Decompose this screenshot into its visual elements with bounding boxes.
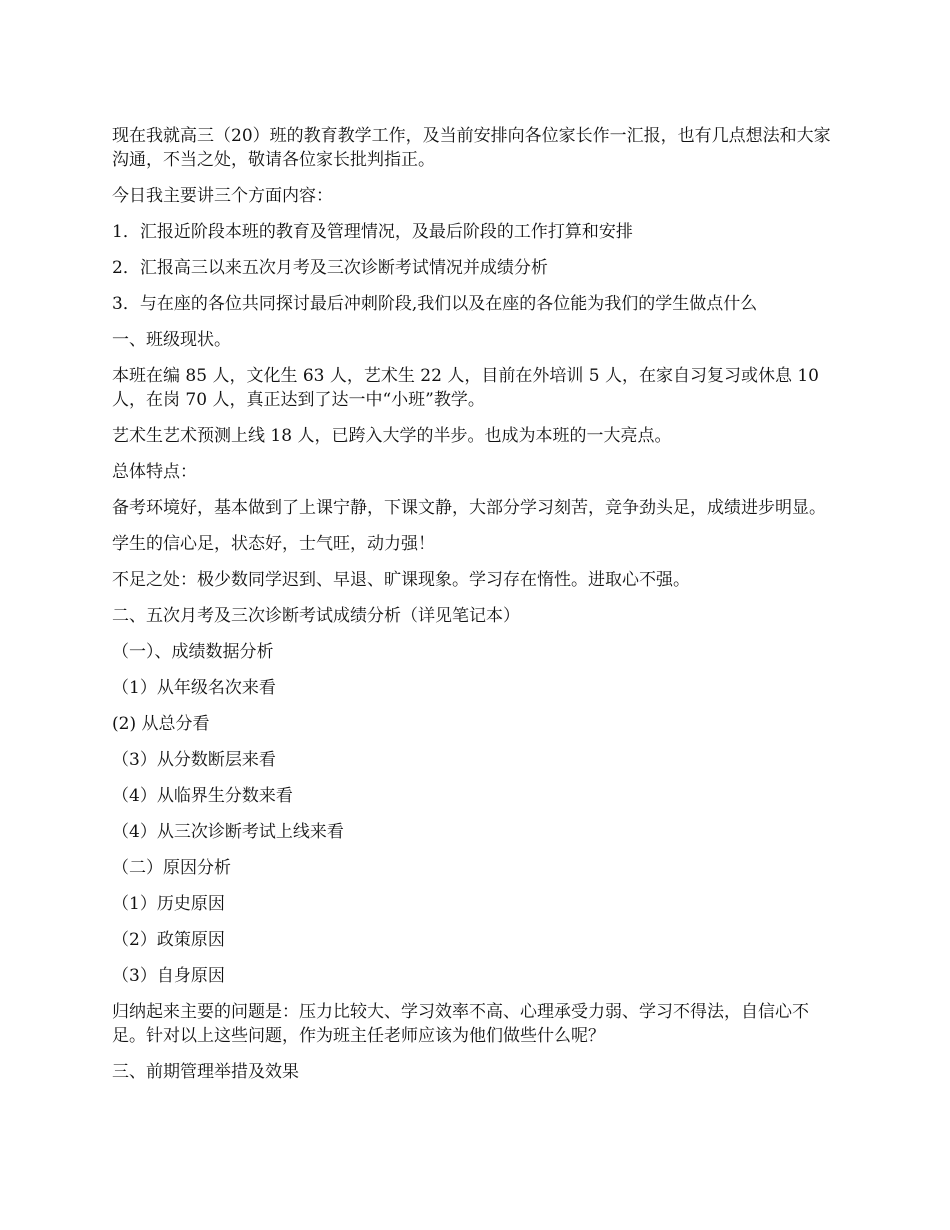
list-item-topic-2: 2．汇报高三以来五次月考及三次诊断考试情况并成绩分析 (112, 258, 548, 278)
paragraph-confidence: 学生的信心足，状态好，士气旺，动力强！ (112, 534, 435, 554)
list-item-diagnostic: （4）从三次诊断考试上线来看 (112, 822, 344, 842)
list-item-score-gap: （3）从分数断层来看 (112, 750, 276, 770)
list-item-historical: （1）历史原因 (112, 894, 225, 914)
section-heading-2: 二、五次月考及三次诊断考试成绩分析（详见笔记本） (112, 606, 520, 626)
subheading-data-analysis: （一）、成绩数据分析 (112, 642, 274, 662)
paragraph-art-students: 艺术生艺术预测上线 18 人，已跨入大学的半步。也成为本班的一大亮点。 (112, 426, 672, 446)
list-item-grade-rank: （1）从年级名次来看 (112, 678, 276, 698)
list-item-policy: （2）政策原因 (112, 930, 225, 950)
paragraph-shortcomings: 不足之处：极少数同学迟到、早退、旷课现象。学习存在惰性。进取心不强。 (112, 570, 690, 590)
paragraph-topics-lead: 今日我主要讲三个方面内容： (112, 186, 333, 206)
paragraph-overall-label: 总体特点： (112, 462, 197, 482)
list-item-borderline: （4）从临界生分数来看 (112, 786, 293, 806)
list-item-topic-3: 3．与在座的各位共同探讨最后冲刺阶段,我们以及在座的各位能为我们的学生做点什么 (112, 294, 758, 314)
document-body (112, 124, 842, 1096)
list-item-topic-1: 1．汇报近阶段本班的教育及管理情况，及最后阶段的工作打算和安排 (112, 222, 633, 242)
paragraph-intro: 现在我就高三（20）班的教育教学工作，及当前安排向各位家长作一汇报，也有几点想法和大家沟通，不当之处，敬请各位家长批判指正。 (112, 126, 831, 170)
paragraph-environment: 备考环境好，基本做到了上课宁静，下课文静，大部分学习刻苦，竞争劲头足，成绩进步明显。 (112, 498, 826, 518)
section-heading-3: 三、前期管理举措及效果 (112, 1062, 299, 1082)
paragraph-summary: 归纳起来主要的问题是：压力比较大、学习效率不高、心理承受力弱、学习不得法，自信心不足。针对以上这些问题，作为班主任老师应该为他们做些什么呢？ (112, 1002, 809, 1046)
list-item-total-score: (2) 从总分看 (112, 714, 210, 734)
list-item-self: （3）自身原因 (112, 966, 225, 986)
paragraph-class-size: 本班在编 85 人，文化生 63 人，艺术生 22 人，目前在外培训 5 人，在家自习复习或休息 10 人，在岗 70 人，真正达到了达一中“小班”教学。 (112, 366, 819, 410)
subheading-cause-analysis: （二）原因分析 (112, 858, 231, 878)
section-heading-1: 一、班级现状。 (112, 330, 231, 350)
